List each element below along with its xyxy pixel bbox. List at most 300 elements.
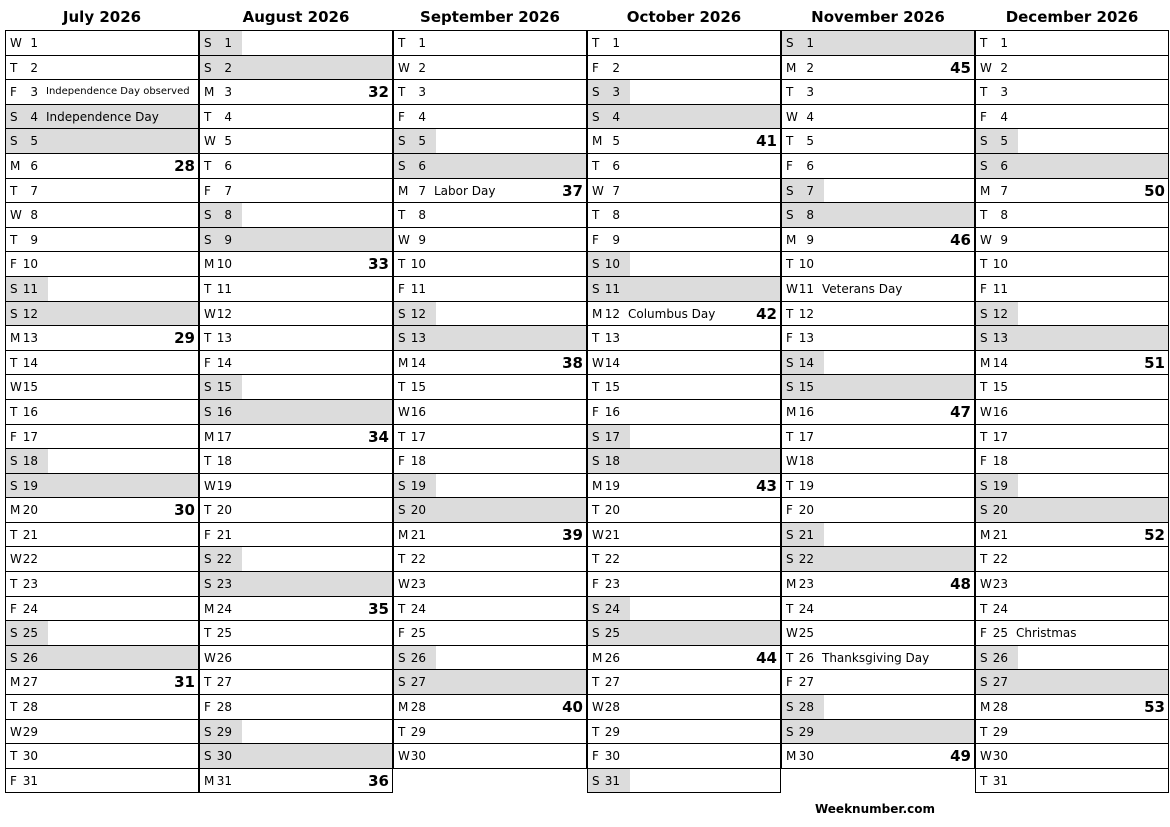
day-number: 31 — [992, 773, 1008, 788]
day-row[interactable] — [588, 105, 780, 130]
day-row[interactable] — [6, 252, 198, 277]
day-of-week: W — [398, 749, 410, 764]
day-row[interactable] — [394, 498, 586, 523]
day-row[interactable] — [6, 179, 198, 204]
day-number: 10 — [216, 257, 232, 272]
day-row[interactable] — [394, 179, 586, 204]
day-row[interactable] — [200, 252, 392, 277]
day-row[interactable] — [200, 474, 392, 499]
day-row[interactable] — [588, 498, 780, 523]
day-row[interactable] — [6, 105, 198, 130]
day-row[interactable] — [394, 31, 586, 56]
day-row[interactable] — [782, 80, 974, 105]
day-row[interactable] — [6, 80, 198, 105]
day-row[interactable] — [394, 572, 586, 597]
day-of-week: S — [786, 552, 794, 567]
day-of-week: T — [204, 158, 212, 173]
day-row[interactable] — [588, 154, 780, 179]
day-row[interactable] — [394, 228, 586, 253]
day-row[interactable] — [200, 31, 392, 56]
day-row[interactable] — [976, 375, 1168, 400]
day-number: 25 — [22, 626, 38, 641]
day-of-week: S — [10, 650, 18, 665]
day-of-week: W — [980, 577, 992, 592]
day-row[interactable] — [6, 31, 198, 56]
day-row[interactable] — [976, 670, 1168, 695]
day-row[interactable] — [588, 474, 780, 499]
day-row[interactable] — [6, 277, 198, 302]
day-row[interactable] — [588, 203, 780, 228]
day-number: 27 — [22, 675, 38, 690]
day-number: 2 — [612, 60, 620, 75]
day-row[interactable] — [782, 744, 974, 769]
day-list — [587, 30, 781, 793]
day-number: 25 — [410, 626, 426, 641]
day-row[interactable] — [200, 326, 392, 351]
day-number: 17 — [992, 429, 1008, 444]
day-row[interactable] — [976, 179, 1168, 204]
day-row[interactable] — [394, 326, 586, 351]
day-of-week: W — [980, 404, 992, 419]
day-number: 22 — [992, 552, 1008, 567]
day-of-week: T — [980, 257, 988, 272]
day-row[interactable] — [394, 597, 586, 622]
day-row[interactable] — [976, 744, 1168, 769]
day-row[interactable] — [976, 695, 1168, 720]
day-row[interactable] — [6, 670, 198, 695]
day-row[interactable] — [200, 400, 392, 425]
day-row[interactable] — [200, 769, 392, 794]
day-row[interactable] — [588, 744, 780, 769]
day-row[interactable] — [976, 80, 1168, 105]
day-of-week: S — [786, 36, 794, 50]
day-row[interactable] — [588, 597, 780, 622]
day-number: 17 — [604, 429, 620, 444]
day-row[interactable] — [394, 474, 586, 499]
day-row[interactable] — [976, 621, 1168, 646]
day-row[interactable] — [976, 154, 1168, 179]
day-of-week: W — [398, 577, 410, 592]
day-row[interactable] — [588, 80, 780, 105]
day-row[interactable] — [394, 80, 586, 105]
day-row[interactable] — [394, 351, 586, 376]
week-number: 35 — [368, 599, 389, 618]
day-row[interactable] — [782, 400, 974, 425]
day-number: 27 — [216, 675, 232, 690]
day-row[interactable] — [588, 129, 780, 154]
day-number: 8 — [1000, 208, 1008, 223]
day-row[interactable] — [394, 425, 586, 450]
day-row[interactable] — [200, 203, 392, 228]
day-row[interactable] — [200, 597, 392, 622]
day-row[interactable] — [782, 56, 974, 81]
day-row[interactable] — [782, 277, 974, 302]
day-row[interactable] — [394, 670, 586, 695]
day-row[interactable] — [394, 744, 586, 769]
day-number: 16 — [410, 404, 426, 419]
day-row[interactable] — [588, 351, 780, 376]
day-row[interactable] — [588, 277, 780, 302]
day-row[interactable] — [588, 31, 780, 56]
day-row[interactable] — [782, 105, 974, 130]
day-number: 28 — [798, 700, 814, 715]
day-row[interactable] — [976, 56, 1168, 81]
day-number: 14 — [22, 355, 38, 370]
day-row[interactable] — [394, 56, 586, 81]
day-number: 19 — [604, 478, 620, 493]
day-row[interactable] — [976, 498, 1168, 523]
day-of-week: S — [980, 134, 988, 149]
day-number: 31 — [216, 773, 232, 788]
day-row[interactable] — [976, 646, 1168, 671]
week-number: 37 — [562, 181, 583, 200]
day-row[interactable] — [6, 720, 198, 745]
day-number: 8 — [30, 208, 38, 223]
day-row[interactable] — [588, 302, 780, 327]
day-row[interactable] — [976, 425, 1168, 450]
day-row[interactable] — [782, 31, 974, 56]
day-row[interactable] — [782, 302, 974, 327]
week-number: 29 — [174, 329, 195, 348]
month-title: October 2026 — [626, 8, 742, 26]
day-of-week: T — [10, 527, 18, 542]
day-row[interactable] — [976, 400, 1168, 425]
day-row[interactable] — [200, 572, 392, 597]
day-number: 26 — [992, 650, 1008, 665]
day-row[interactable] — [976, 597, 1168, 622]
day-row[interactable] — [200, 154, 392, 179]
day-row[interactable] — [782, 498, 974, 523]
day-row[interactable] — [588, 523, 780, 548]
day-row[interactable] — [200, 375, 392, 400]
day-row[interactable] — [394, 523, 586, 548]
day-row[interactable] — [782, 646, 974, 671]
day-row[interactable] — [588, 449, 780, 474]
day-row[interactable] — [588, 326, 780, 351]
day-row[interactable] — [6, 572, 198, 597]
day-row[interactable] — [782, 449, 974, 474]
day-row[interactable] — [6, 326, 198, 351]
day-row[interactable] — [394, 252, 586, 277]
day-number: 11 — [992, 281, 1008, 296]
day-row[interactable] — [6, 351, 198, 376]
day-row[interactable] — [976, 449, 1168, 474]
day-row[interactable] — [588, 720, 780, 745]
day-of-week: W — [592, 355, 604, 370]
day-of-week: T — [204, 454, 212, 469]
day-of-week: M — [398, 355, 409, 370]
day-row[interactable] — [200, 302, 392, 327]
day-of-week: M — [786, 749, 797, 764]
day-of-week: S — [980, 675, 988, 690]
day-row[interactable] — [6, 646, 198, 671]
day-of-week: T — [786, 478, 794, 493]
day-row[interactable] — [588, 400, 780, 425]
day-number: 2 — [30, 60, 38, 75]
day-row[interactable] — [782, 203, 974, 228]
day-row[interactable] — [394, 203, 586, 228]
day-row[interactable] — [394, 277, 586, 302]
day-row[interactable] — [394, 547, 586, 572]
day-of-week: F — [980, 454, 987, 469]
day-of-week: S — [980, 503, 988, 518]
day-row[interactable] — [976, 252, 1168, 277]
day-row[interactable] — [782, 621, 974, 646]
day-row[interactable] — [394, 621, 586, 646]
day-row[interactable] — [976, 203, 1168, 228]
day-number: 26 — [22, 650, 38, 665]
day-of-week: S — [10, 281, 18, 296]
day-number: 18 — [216, 454, 232, 469]
day-row[interactable] — [976, 228, 1168, 253]
month-column — [781, 4, 975, 769]
day-row[interactable] — [588, 670, 780, 695]
day-number: 14 — [992, 355, 1008, 370]
day-of-week: S — [592, 454, 600, 469]
day-of-week: W — [398, 404, 410, 419]
day-of-week: T — [204, 675, 212, 690]
day-row[interactable] — [394, 695, 586, 720]
day-row[interactable] — [394, 646, 586, 671]
day-row[interactable] — [6, 203, 198, 228]
day-of-week: M — [592, 134, 603, 149]
day-row[interactable] — [6, 498, 198, 523]
day-row[interactable] — [976, 547, 1168, 572]
day-number: 21 — [992, 527, 1008, 542]
day-row[interactable] — [6, 56, 198, 81]
day-row[interactable] — [782, 228, 974, 253]
day-number: 21 — [216, 527, 232, 542]
week-number: 40 — [562, 698, 583, 717]
day-number: 26 — [410, 650, 426, 665]
day-row[interactable] — [588, 425, 780, 450]
day-number: 1 — [224, 36, 232, 50]
day-row[interactable] — [6, 129, 198, 154]
day-row[interactable] — [782, 154, 974, 179]
day-of-week: S — [204, 552, 212, 567]
day-of-week: S — [398, 331, 406, 346]
day-number: 2 — [224, 60, 232, 75]
day-of-week: S — [204, 60, 212, 75]
day-row[interactable] — [588, 769, 780, 794]
day-row[interactable] — [976, 277, 1168, 302]
day-of-week: M — [10, 158, 21, 173]
day-row[interactable] — [200, 56, 392, 81]
day-row[interactable] — [782, 474, 974, 499]
day-of-week: T — [592, 675, 600, 690]
day-of-week: S — [592, 109, 600, 124]
day-row[interactable] — [782, 695, 974, 720]
day-of-week: W — [10, 552, 22, 567]
day-row[interactable] — [394, 302, 586, 327]
day-row[interactable] — [394, 129, 586, 154]
day-of-week: F — [786, 503, 793, 518]
day-row[interactable] — [200, 498, 392, 523]
day-row[interactable] — [6, 154, 198, 179]
day-row[interactable] — [200, 80, 392, 105]
day-row[interactable] — [976, 769, 1168, 794]
day-of-week: F — [10, 429, 17, 444]
day-of-week: T — [398, 552, 406, 567]
day-row[interactable] — [782, 129, 974, 154]
day-row[interactable] — [782, 326, 974, 351]
day-of-week: T — [592, 208, 600, 223]
month-title: November 2026 — [811, 8, 945, 26]
day-of-week: T — [786, 85, 794, 100]
day-of-week: S — [398, 503, 406, 518]
day-row[interactable] — [782, 720, 974, 745]
day-row[interactable] — [782, 351, 974, 376]
day-row[interactable] — [200, 744, 392, 769]
day-row[interactable] — [588, 695, 780, 720]
day-number: 1 — [418, 36, 426, 50]
day-row[interactable] — [200, 547, 392, 572]
day-number: 23 — [798, 577, 814, 592]
day-row[interactable] — [200, 228, 392, 253]
day-row[interactable] — [6, 769, 198, 794]
day-row[interactable] — [6, 302, 198, 327]
day-row[interactable] — [6, 744, 198, 769]
day-number: 27 — [604, 675, 620, 690]
day-row[interactable] — [588, 375, 780, 400]
day-row[interactable] — [6, 695, 198, 720]
day-row[interactable] — [6, 228, 198, 253]
day-row[interactable] — [6, 400, 198, 425]
day-row[interactable] — [6, 547, 198, 572]
day-row[interactable] — [200, 695, 392, 720]
day-number: 15 — [992, 380, 1008, 395]
day-number: 3 — [30, 85, 38, 100]
day-row[interactable] — [200, 129, 392, 154]
day-row[interactable] — [976, 474, 1168, 499]
day-of-week: M — [786, 577, 797, 592]
site-credit[interactable]: Weeknumber.com — [814, 802, 935, 816]
day-row[interactable] — [394, 154, 586, 179]
day-number: 19 — [216, 478, 232, 493]
day-number: 26 — [604, 650, 620, 665]
day-of-week: S — [980, 306, 988, 321]
day-row[interactable] — [200, 277, 392, 302]
day-row[interactable] — [976, 572, 1168, 597]
day-of-week: S — [204, 208, 212, 223]
day-number: 29 — [216, 724, 232, 739]
day-row[interactable] — [6, 523, 198, 548]
day-number: 13 — [410, 331, 426, 346]
day-row[interactable] — [200, 105, 392, 130]
day-row[interactable] — [394, 105, 586, 130]
day-of-week: T — [204, 281, 212, 296]
day-number: 12 — [992, 306, 1008, 321]
day-row[interactable] — [976, 326, 1168, 351]
day-row[interactable] — [588, 621, 780, 646]
day-row[interactable] — [976, 129, 1168, 154]
day-number: 8 — [612, 208, 620, 223]
day-number: 21 — [410, 527, 426, 542]
day-of-week: F — [10, 773, 17, 788]
day-row[interactable] — [588, 547, 780, 572]
day-row[interactable] — [6, 597, 198, 622]
day-row[interactable] — [200, 621, 392, 646]
day-row[interactable] — [6, 621, 198, 646]
day-row[interactable] — [782, 179, 974, 204]
day-row[interactable] — [200, 449, 392, 474]
day-number: 4 — [612, 109, 620, 124]
day-row[interactable] — [200, 523, 392, 548]
day-of-week: F — [10, 257, 17, 272]
day-row[interactable] — [6, 474, 198, 499]
day-row[interactable] — [782, 375, 974, 400]
day-number: 16 — [604, 404, 620, 419]
day-row[interactable] — [976, 523, 1168, 548]
day-row[interactable] — [200, 425, 392, 450]
day-row[interactable] — [976, 31, 1168, 56]
day-row[interactable] — [200, 720, 392, 745]
day-row[interactable] — [200, 179, 392, 204]
day-row[interactable] — [200, 670, 392, 695]
day-number: 15 — [798, 380, 814, 395]
day-row[interactable] — [782, 425, 974, 450]
day-of-week: M — [980, 700, 991, 715]
day-of-week: T — [592, 503, 600, 518]
day-of-week: S — [786, 208, 794, 223]
day-row[interactable] — [588, 56, 780, 81]
day-of-week: T — [204, 109, 212, 124]
day-row[interactable] — [782, 670, 974, 695]
day-row[interactable] — [588, 252, 780, 277]
day-row[interactable] — [588, 646, 780, 671]
day-of-week: F — [592, 60, 599, 75]
day-number: 9 — [30, 232, 38, 247]
day-row[interactable] — [976, 105, 1168, 130]
day-row[interactable] — [394, 449, 586, 474]
day-row[interactable] — [200, 646, 392, 671]
day-of-week: S — [398, 158, 406, 173]
day-of-week: T — [10, 577, 18, 592]
day-row[interactable] — [200, 351, 392, 376]
day-number: 19 — [992, 478, 1008, 493]
day-number: 5 — [806, 134, 814, 149]
day-row[interactable] — [976, 302, 1168, 327]
day-row[interactable] — [782, 252, 974, 277]
day-row[interactable] — [394, 400, 586, 425]
day-row[interactable] — [782, 547, 974, 572]
day-of-week: W — [204, 650, 216, 665]
day-row[interactable] — [976, 720, 1168, 745]
day-number: 30 — [216, 749, 232, 764]
holiday-label: Independence Day — [46, 109, 159, 124]
month-column — [5, 4, 199, 793]
day-of-week: S — [980, 478, 988, 493]
day-row[interactable] — [782, 523, 974, 548]
day-row[interactable] — [394, 720, 586, 745]
day-number: 19 — [410, 478, 426, 493]
day-row[interactable] — [394, 375, 586, 400]
day-row[interactable] — [588, 179, 780, 204]
day-of-week: T — [398, 380, 406, 395]
day-number: 25 — [216, 626, 232, 641]
day-row[interactable] — [976, 351, 1168, 376]
day-row[interactable] — [6, 375, 198, 400]
day-row[interactable] — [782, 572, 974, 597]
day-row[interactable] — [782, 597, 974, 622]
day-row[interactable] — [588, 228, 780, 253]
day-row[interactable] — [588, 572, 780, 597]
day-row[interactable] — [6, 425, 198, 450]
day-row[interactable] — [6, 449, 198, 474]
day-of-week: M — [10, 675, 21, 690]
day-number: 20 — [604, 503, 620, 518]
day-of-week: S — [398, 306, 406, 321]
